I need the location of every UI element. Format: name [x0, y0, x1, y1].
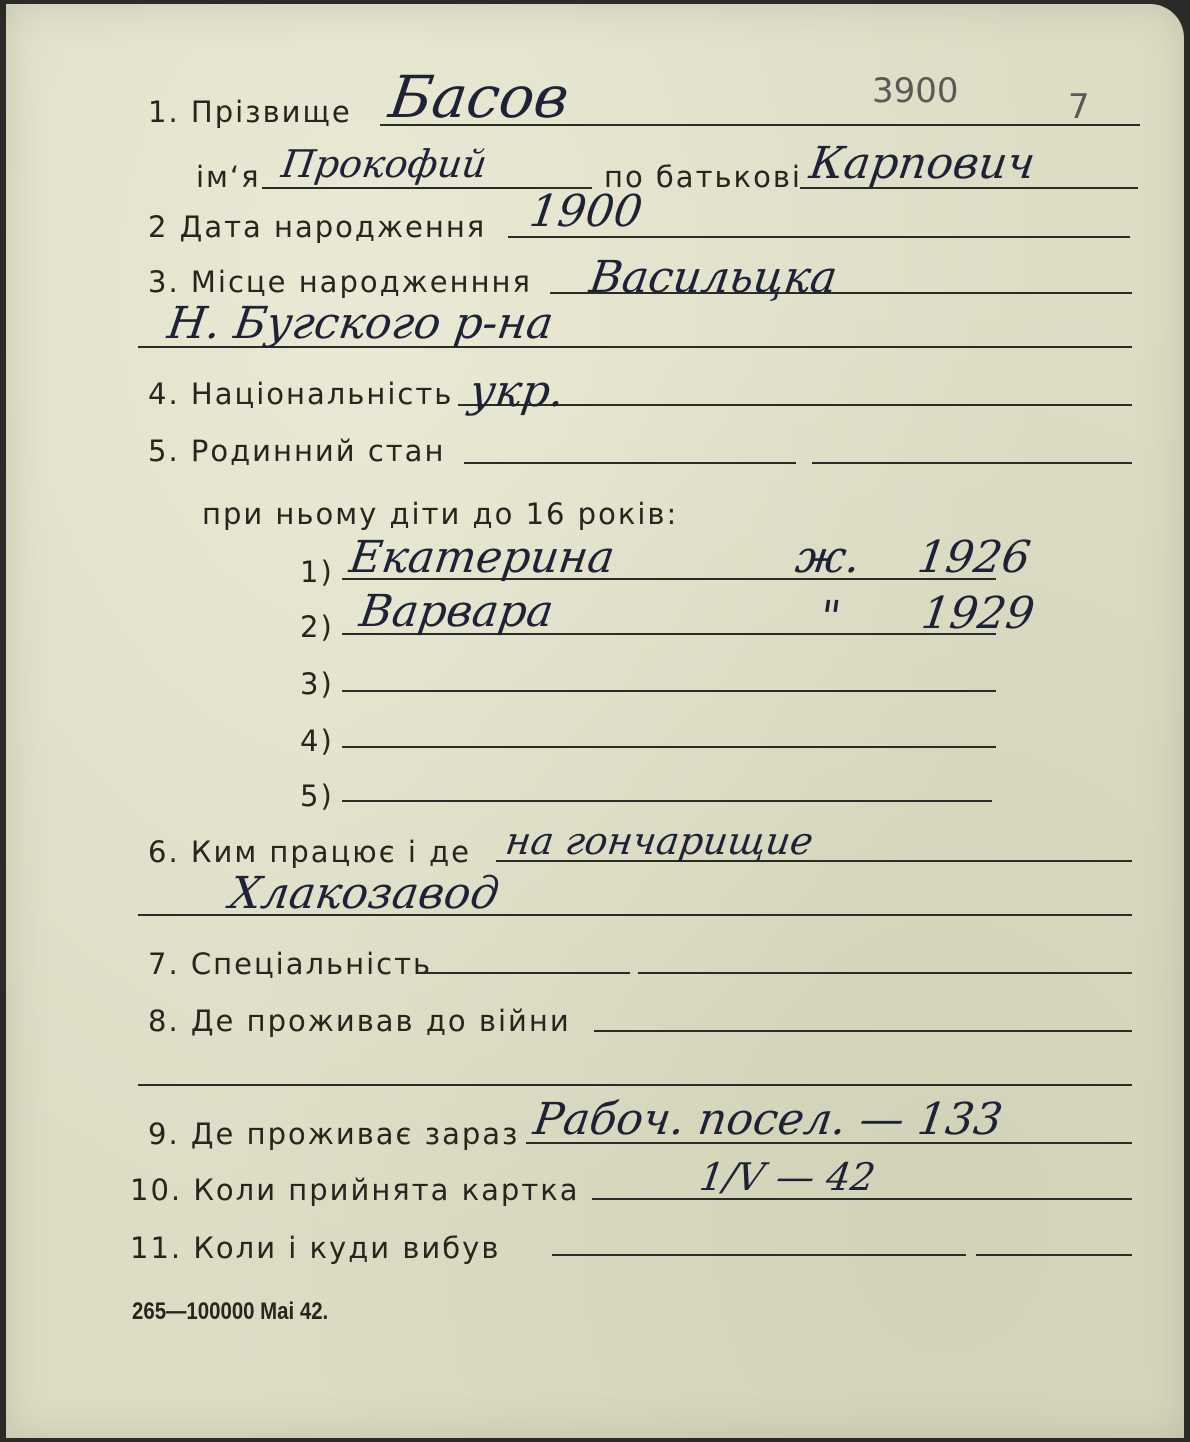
current-residence-value: Рабоч. посел. — 133 [530, 1094, 1006, 1145]
name-value: Прокофий [278, 142, 490, 186]
child-1-name: Екатерина [346, 532, 618, 583]
child-2-year: 1929 [918, 588, 1038, 639]
birth-place-value-1: Васильцка [586, 252, 841, 303]
card-accepted-value: 1/V — 42 [696, 1155, 879, 1199]
label-child-1: 1) [300, 555, 334, 589]
label-children-intro: при ньому діти до 16 років: [202, 497, 679, 531]
label-card-accepted: 10. Коли прийнята картка [130, 1173, 580, 1207]
label-patronymic: по батькові [604, 160, 802, 194]
departure-line-1 [552, 1254, 966, 1256]
label-child-4: 4) [300, 724, 334, 758]
child-2-mark: " [816, 592, 844, 643]
child-4-line [342, 746, 996, 748]
surname-value: Басов [385, 63, 574, 131]
child-2-name: Варвара [356, 586, 557, 637]
marital-line-1 [464, 462, 796, 464]
departure-line-2 [976, 1254, 1132, 1256]
patronymic-value: Карпович [806, 138, 1039, 189]
pencil-mark: 7 [1068, 87, 1090, 127]
child-5-line [342, 800, 992, 802]
work-value-2: Хлакозавод [226, 868, 503, 919]
prewar-residence-line [594, 1030, 1132, 1032]
label-birth-place: 3. Місце народженння [148, 265, 532, 299]
label-child-3: 3) [300, 667, 334, 701]
pencil-number: 3900 [872, 71, 959, 111]
child-3-line [342, 690, 996, 692]
label-marital-status: 5. Родинний стан [148, 434, 446, 468]
label-departure: 11. Коли і куди вибув [130, 1231, 501, 1265]
label-specialty: 7. Спеціальність [148, 947, 433, 981]
label-prewar-residence: 8. Де проживав до війни [148, 1004, 571, 1038]
label-child-5: 5) [300, 779, 334, 813]
birth-date-value: 1900 [526, 186, 646, 237]
child-1-mark: ж. [792, 532, 864, 583]
specialty-line-2 [638, 972, 1132, 974]
print-run-footer: 265—100000 Mai 42. [132, 1298, 329, 1325]
label-work: 6. Ким працює і де [148, 835, 472, 869]
prewar-residence-line-2 [138, 1084, 1132, 1086]
work-value-1: на гончарищие [502, 819, 817, 863]
marital-line-2 [812, 462, 1132, 464]
specialty-line-1 [424, 972, 630, 974]
label-surname: 1. Прізвище [148, 95, 352, 129]
birth-place-value-2: Н. Бугского р-на [164, 298, 557, 349]
label-current-residence: 9. Де проживає зараз [148, 1117, 520, 1151]
label-child-2: 2) [300, 610, 334, 644]
child-1-year: 1926 [914, 532, 1034, 583]
label-birth-date: 2 Дата народження [148, 210, 487, 244]
nationality-value: укр. [466, 366, 568, 417]
label-nationality: 4. Національність [148, 377, 454, 411]
label-name: ім‘я [196, 160, 261, 194]
